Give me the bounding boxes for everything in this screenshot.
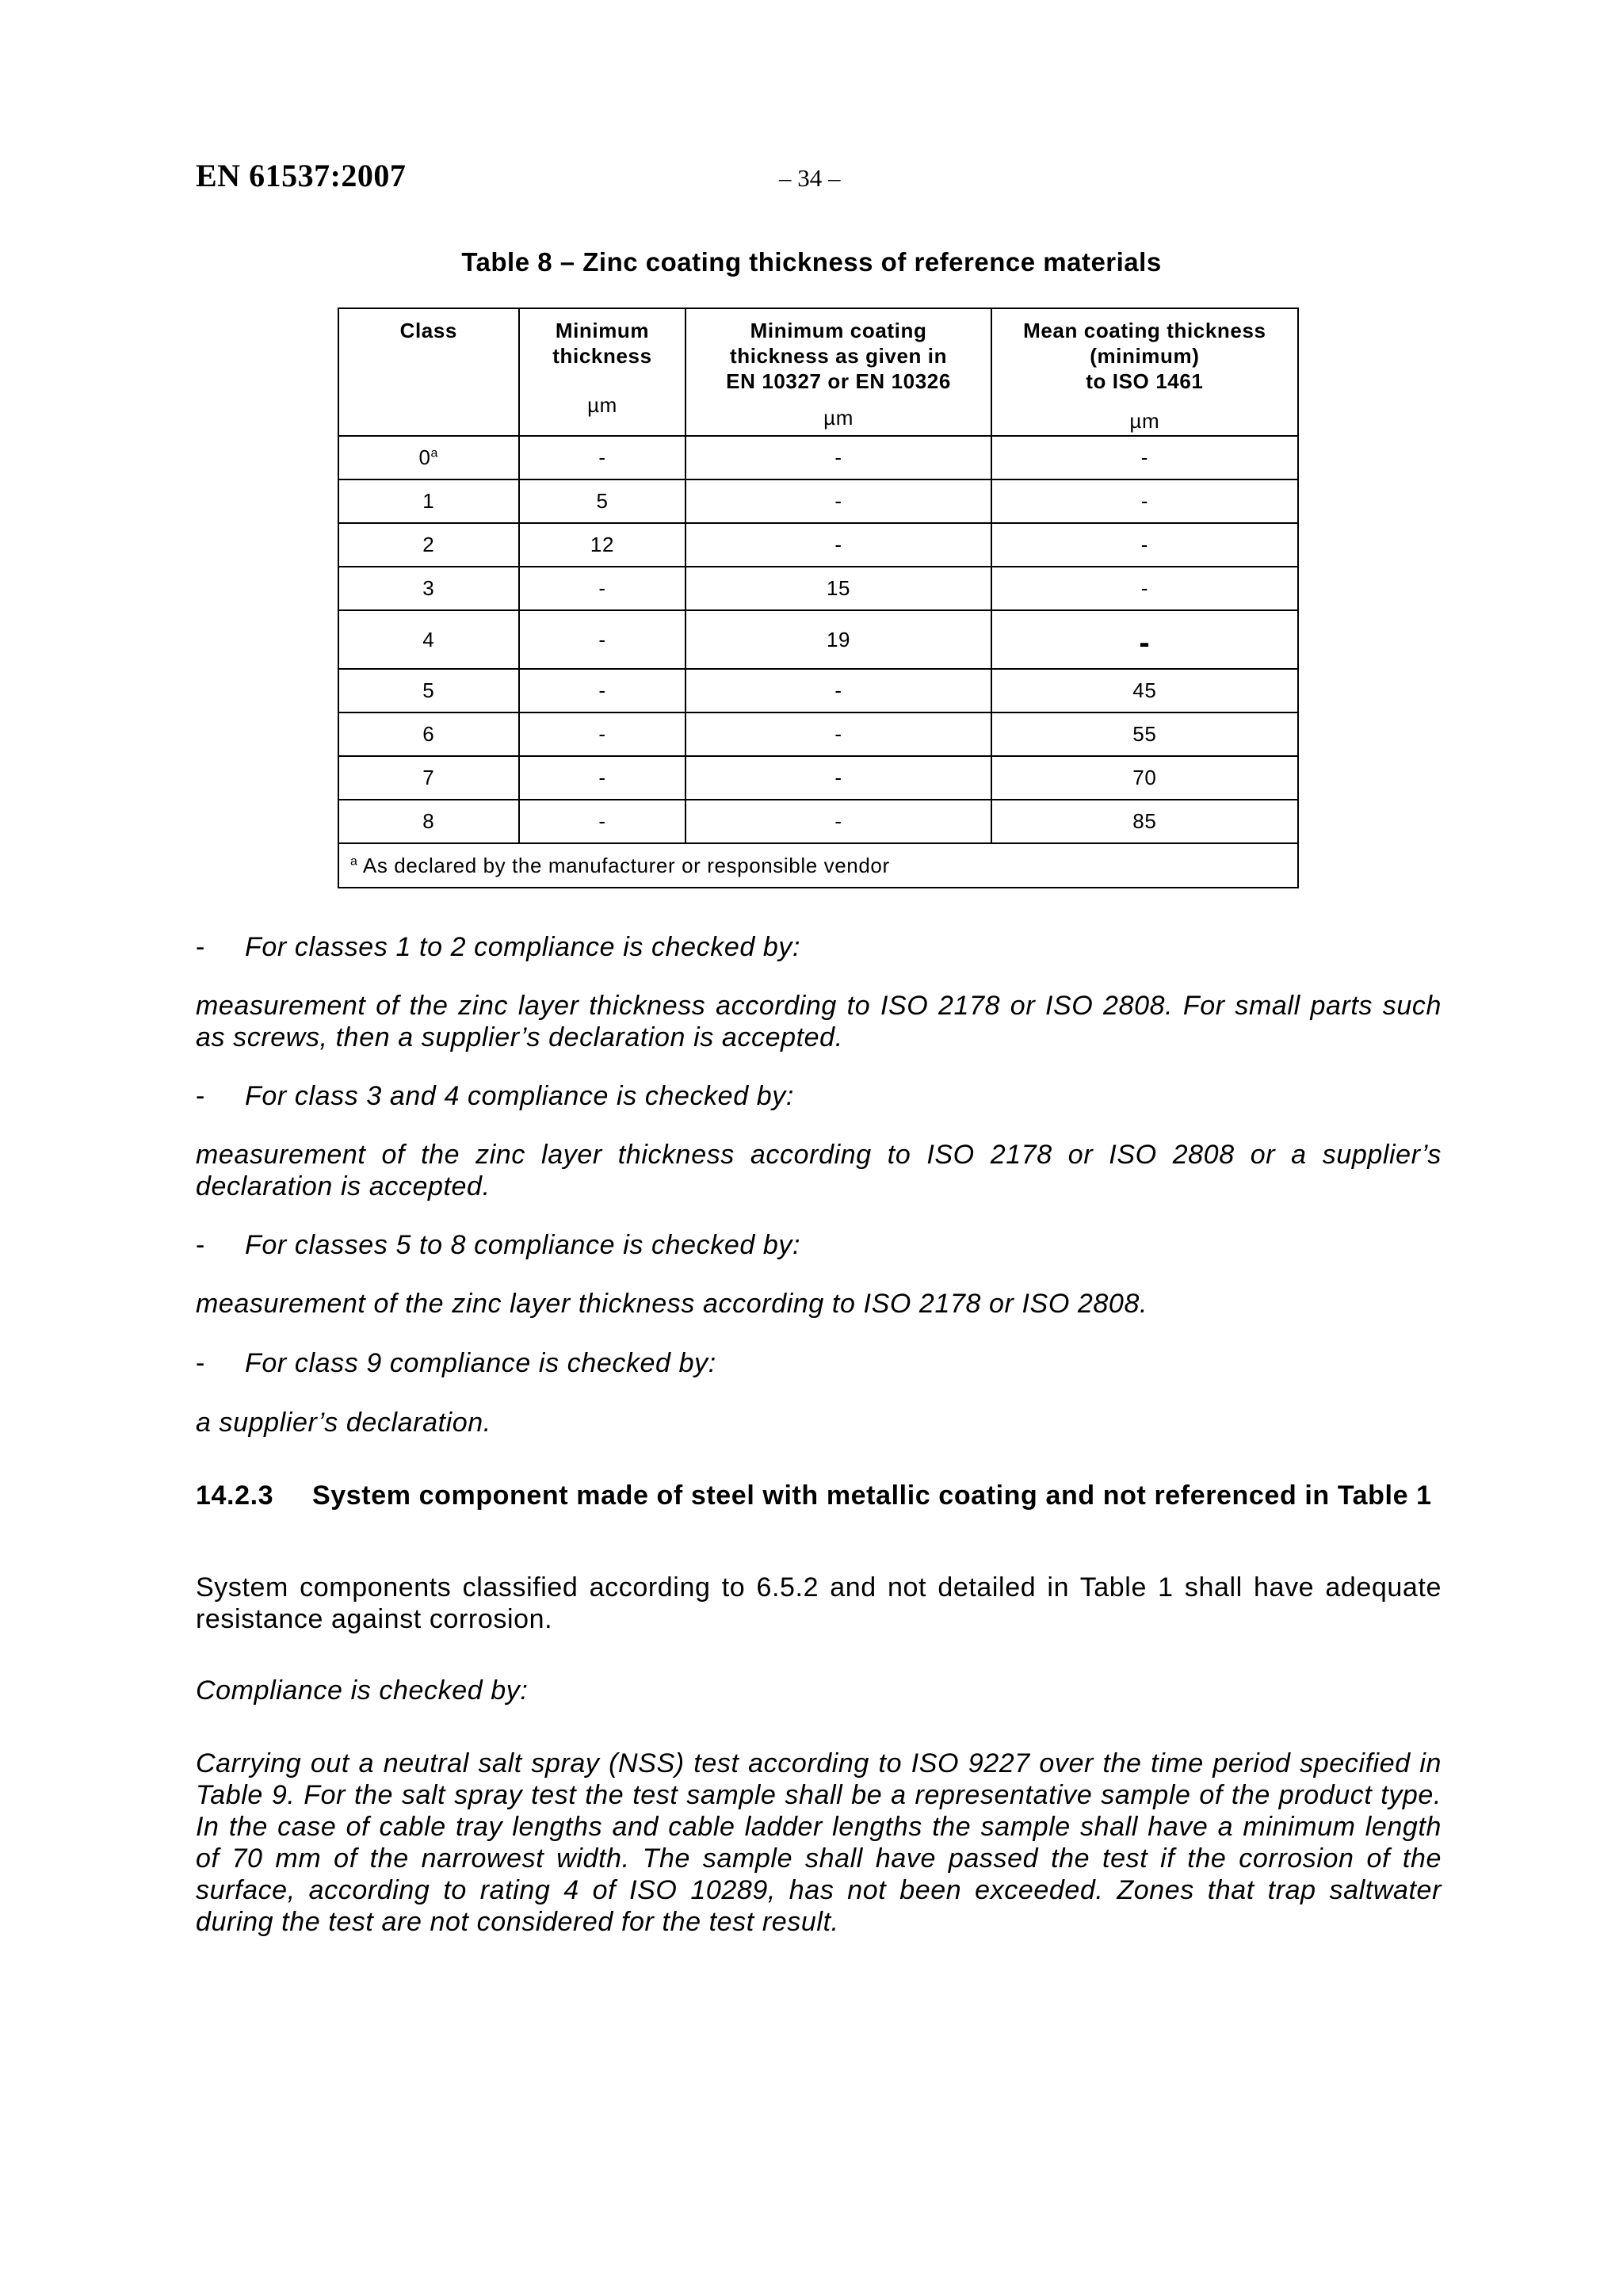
cell-min-thickness: 5: [519, 479, 686, 523]
cell-mean: -: [991, 479, 1298, 523]
header-min-thickness-label: Minimum thickness: [552, 319, 652, 368]
table-header-row: [338, 308, 1298, 436]
header-min-coating-unit: µm: [823, 406, 854, 430]
cell-min-thickness: -: [519, 712, 686, 756]
compliance-item-classes-1-2: [196, 931, 1442, 963]
cell-min-coating: -: [685, 523, 991, 567]
list-item-text: For class 3 and 4 compliance is checked by:: [245, 1081, 794, 1111]
cell-min-thickness: -: [519, 756, 686, 800]
cell-class: 3: [338, 567, 519, 610]
cell-class: 1: [338, 479, 519, 523]
list-item-text: For classes 5 to 8 compliance is checked by:: [245, 1230, 801, 1260]
header-min-coating-line2: thickness as given in: [729, 344, 948, 368]
compliance-intro: Compliance is checked by:: [196, 1675, 529, 1706]
cell-min-thickness: -: [519, 669, 686, 712]
cell-min-coating: -: [685, 669, 991, 712]
section-number: 14.2.3: [196, 1480, 274, 1511]
cell-mean: 70: [991, 756, 1298, 800]
cell-min-coating: -: [685, 756, 991, 800]
header-min-thickness-unit: µm: [587, 393, 617, 417]
footnote-ref: a: [430, 446, 439, 460]
header-class: [338, 308, 519, 436]
cell-min-thickness: -: [519, 436, 686, 479]
cell-class: 5: [338, 669, 519, 712]
section-title: System component made of steel with metallic coating and not referenced in Table 1: [312, 1480, 1432, 1511]
cell-min-coating: -: [685, 712, 991, 756]
header-min-coating-line1: Minimum coating: [750, 319, 927, 342]
table-row: [338, 479, 1298, 523]
cell-class-value: 0: [418, 445, 431, 469]
header-mean-unit: µm: [1129, 409, 1160, 433]
list-item-text: For class 9 compliance is checked by:: [245, 1348, 716, 1378]
cell-mean: 45: [991, 669, 1298, 712]
cell-mean: 85: [991, 800, 1298, 843]
cell-class: 8: [338, 800, 519, 843]
cell-class: 7: [338, 756, 519, 800]
cell-mean: -: [991, 610, 1298, 669]
table-row: [338, 712, 1298, 756]
document-id: EN 61537:2007: [196, 158, 407, 193]
cell-class: 2: [338, 523, 519, 567]
cell-class: [338, 436, 519, 479]
section-heading: [196, 1480, 1442, 1511]
cell-min-coating: 15: [685, 567, 991, 610]
test-procedure-paragraph: Carrying out a neutral salt spray (NSS) test according to ISO 9227 over the time period specified in Table 9. For the salt spray test the test sample shall be a representative sample of the product type. In the case of cable tray lengths and cable ladder lengths the sample shall have a minimum length of 70 mm of the narrowest width. The sample shall have passed the test if the corrosion of the surface, according to rating 4 of ISO 10289, has not been exceeded. Zones that trap saltwater during the test are not considered for the test result.: [196, 1748, 1442, 1937]
header-class-label: Class: [399, 319, 457, 342]
compliance-paragraph-3: measurement of the zinc layer thickness according to ISO 2178 or ISO 2808.: [196, 1289, 1148, 1319]
cell-class: 4: [338, 610, 519, 669]
cell-min-coating: -: [685, 479, 991, 523]
table-row: [338, 800, 1298, 843]
header-min-coating: [685, 308, 991, 436]
footnote-text: As declared by the manufacturer or responsible vendor: [362, 853, 890, 877]
zinc-coating-table: [338, 308, 1299, 888]
cell-min-coating: -: [685, 800, 991, 843]
cell-min-thickness: 12: [519, 523, 686, 567]
cell-min-coating: -: [685, 436, 991, 479]
compliance-paragraph-2: measurement of the zinc layer thickness according to ISO 2178 or ISO 2808 or a supplier’s declaration is accepted.: [196, 1140, 1442, 1201]
cell-min-thickness: -: [519, 800, 686, 843]
compliance-paragraph-1: measurement of the zinc layer thickness according to ISO 2178 or ISO 2808. For small parts such as screws, then a supplier’s declaration is accepted.: [196, 991, 1442, 1052]
list-item-text: For classes 1 to 2 compliance is checked by:: [245, 932, 801, 962]
cell-mean: -: [991, 523, 1298, 567]
requirement-paragraph: System components classified according to 6.5.2 and not detailed in Table 1 shall have adequate resistance against corrosion.: [196, 1572, 1442, 1634]
footnote-mark: a: [350, 854, 358, 868]
cell-mean: 55: [991, 712, 1298, 756]
header-mean-line3: to ISO 1461: [1086, 369, 1204, 393]
list-dash: -: [196, 932, 205, 962]
compliance-paragraph-4: a supplier’s declaration.: [196, 1408, 491, 1438]
table-row: [338, 567, 1298, 610]
cell-mean: -: [991, 567, 1298, 610]
table-caption: Table 8 – Zinc coating thickness of reference materials: [461, 247, 1162, 277]
header-mean-line2: (minimum): [1090, 344, 1200, 368]
table-footnote: [338, 843, 1298, 888]
compliance-item-class-9: [196, 1347, 1442, 1379]
cell-min-coating: 19: [685, 610, 991, 669]
cell-mean: -: [991, 436, 1298, 479]
table-footnote-row: [338, 843, 1298, 888]
table-row: [338, 669, 1298, 712]
table-row: [338, 523, 1298, 567]
list-dash: -: [196, 1081, 205, 1111]
cell-min-thickness: -: [519, 610, 686, 669]
header-mean-coating: [991, 308, 1298, 436]
compliance-item-classes-3-4: [196, 1080, 1442, 1112]
header-min-coating-line3: EN 10327 or EN 10326: [726, 369, 951, 393]
list-dash: -: [196, 1230, 205, 1260]
table-row: [338, 610, 1298, 669]
table-row: [338, 756, 1298, 800]
list-dash: -: [196, 1348, 205, 1378]
page-number: – 34 –: [779, 164, 841, 192]
cell-class: 6: [338, 712, 519, 756]
header-min-thickness: [519, 308, 686, 436]
table-row: [338, 436, 1298, 479]
compliance-item-classes-5-8: [196, 1229, 1442, 1261]
header-mean-line1: Mean coating thickness: [1023, 319, 1266, 342]
cell-min-thickness: -: [519, 567, 686, 610]
